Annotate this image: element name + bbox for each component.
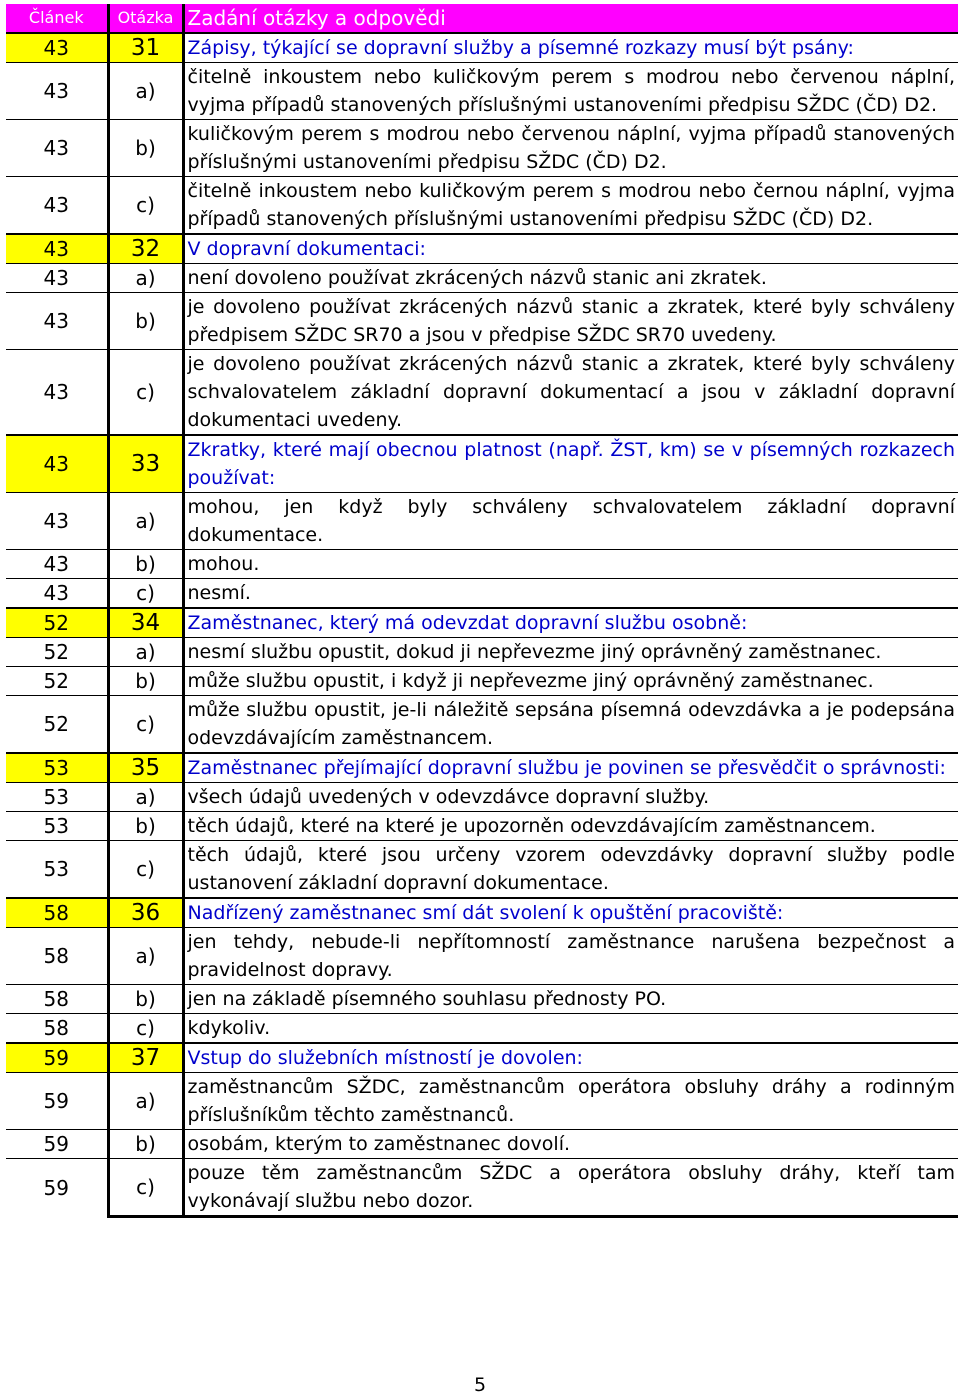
question-text: Zkratky, které mají obecnou platnost (např. ŽST, km) se v písemných rozkazech používat: <box>183 435 958 493</box>
header-otazka: Otázka <box>108 4 183 33</box>
clanek-cell: 59 <box>6 1073 108 1130</box>
clanek-cell: 58 <box>6 898 108 928</box>
question-number: 35 <box>108 753 183 783</box>
answer-text: čitelně inkoustem nebo kuličkovým perem s modrou nebo černou náplní, vyjma případů stanovených příslušnými ustanoveními předpisu SŽDC (ČD) D2. <box>183 177 958 235</box>
question-number: 32 <box>108 234 183 264</box>
answer-letter: a) <box>108 928 183 985</box>
answer-letter: c) <box>108 1014 183 1044</box>
question-text: Zaměstnanec, který má odevzdat dopravní službu osobně: <box>183 608 958 638</box>
answer-text: jen na základě písemného souhlasu přednosty PO. <box>183 985 958 1014</box>
answer-text: nesmí. <box>183 579 958 609</box>
question-row <box>6 898 958 928</box>
clanek-cell: 43 <box>6 550 108 579</box>
clanek-cell: 43 <box>6 33 108 63</box>
answer-row <box>6 177 958 235</box>
answer-row <box>6 350 958 436</box>
table-header <box>6 4 958 33</box>
answer-text: čitelně inkoustem nebo kuličkovým perem s modrou nebo červenou náplní, vyjma případů stanovených příslušnými ustanoveními předpisu SŽDC (ČD) D2. <box>183 63 958 120</box>
answer-row <box>6 1159 958 1217</box>
question-text: Zápisy, týkající se dopravní služby a písemné rozkazy musí být psány: <box>183 33 958 63</box>
clanek-cell: 43 <box>6 350 108 436</box>
answer-text: osobám, kterým to zaměstnanec dovolí. <box>183 1130 958 1159</box>
table-body <box>6 33 958 1217</box>
answer-letter: b) <box>108 293 183 350</box>
answer-text: pouze těm zaměstnancům SŽDC a operátora obsluhy dráhy, kteří tam vykonávají službu nebo dozor. <box>183 1159 958 1217</box>
question-number: 37 <box>108 1043 183 1073</box>
header-text: Zadání otázky a odpovědi <box>183 4 958 33</box>
answer-row <box>6 579 958 609</box>
answer-letter: c) <box>108 841 183 899</box>
answer-letter: b) <box>108 1130 183 1159</box>
answer-row <box>6 638 958 667</box>
answer-letter: c) <box>108 579 183 609</box>
answer-row <box>6 985 958 1014</box>
answer-row <box>6 1014 958 1044</box>
answer-text: všech údajů uvedených v odevzdávce dopravní služby. <box>183 783 958 812</box>
answer-row <box>6 667 958 696</box>
answer-row <box>6 928 958 985</box>
answer-row <box>6 841 958 899</box>
answer-letter: b) <box>108 985 183 1014</box>
answer-row <box>6 1130 958 1159</box>
question-row <box>6 435 958 493</box>
clanek-cell: 43 <box>6 435 108 493</box>
clanek-cell: 43 <box>6 493 108 550</box>
answer-text: zaměstnancům SŽDC, zaměstnancům operátora obsluhy dráhy a rodinným příslušníkům těchto zaměstnanců. <box>183 1073 958 1130</box>
answer-text: mohou, jen když byly schváleny schvalovatelem základní dopravní dokumentace. <box>183 493 958 550</box>
clanek-cell: 53 <box>6 812 108 841</box>
question-text: Nadřízený zaměstnanec smí dát svolení k opuštění pracoviště: <box>183 898 958 928</box>
answer-text: těch údajů, které na které je upozorněn odevzdávajícím zaměstnancem. <box>183 812 958 841</box>
answer-letter: a) <box>108 783 183 812</box>
clanek-cell: 43 <box>6 177 108 235</box>
clanek-cell: 52 <box>6 638 108 667</box>
answer-text: kdykoliv. <box>183 1014 958 1044</box>
question-text: Zaměstnanec přejímající dopravní službu je povinen se přesvědčit o správnosti: <box>183 753 958 783</box>
question-text: V dopravní dokumentaci: <box>183 234 958 264</box>
question-number: 31 <box>108 33 183 63</box>
answer-row <box>6 293 958 350</box>
clanek-cell: 58 <box>6 1014 108 1044</box>
question-sheet <box>6 4 958 1218</box>
answer-letter: b) <box>108 120 183 177</box>
answer-letter: a) <box>108 1073 183 1130</box>
answer-row <box>6 550 958 579</box>
question-row <box>6 753 958 783</box>
clanek-cell: 43 <box>6 120 108 177</box>
answer-row <box>6 493 958 550</box>
answer-row <box>6 1073 958 1130</box>
answer-letter: a) <box>108 638 183 667</box>
question-row <box>6 608 958 638</box>
clanek-cell: 43 <box>6 579 108 609</box>
answer-text: nesmí službu opustit, dokud ji nepřevezme jiný oprávněný zaměstnanec. <box>183 638 958 667</box>
answer-letter: c) <box>108 696 183 754</box>
question-row <box>6 33 958 63</box>
answer-text: jen tehdy, nebude-li nepřítomností zaměstnance narušena bezpečnost a pravidelnost dopravy. <box>183 928 958 985</box>
clanek-cell: 58 <box>6 928 108 985</box>
clanek-cell: 59 <box>6 1130 108 1159</box>
answer-letter: a) <box>108 493 183 550</box>
answer-text: kuličkovým perem s modrou nebo červenou náplní, vyjma případů stanovených příslušnými ustanoveními předpisu SŽDC (ČD) D2. <box>183 120 958 177</box>
clanek-cell: 43 <box>6 63 108 120</box>
clanek-cell: 58 <box>6 985 108 1014</box>
answer-text: může službu opustit, je-li náležitě sepsána písemná odevzdávka a je podepsána odevzdávajícím zaměstnancem. <box>183 696 958 754</box>
clanek-cell: 53 <box>6 753 108 783</box>
clanek-cell: 53 <box>6 841 108 899</box>
questions-table <box>6 4 958 1218</box>
clanek-cell: 43 <box>6 293 108 350</box>
answer-letter: b) <box>108 812 183 841</box>
clanek-cell: 59 <box>6 1043 108 1073</box>
answer-row <box>6 696 958 754</box>
clanek-cell: 43 <box>6 264 108 293</box>
answer-text: mohou. <box>183 550 958 579</box>
page-number: 5 <box>473 1374 487 1396</box>
answer-text: těch údajů, které jsou určeny vzorem odevzdávky dopravní služby podle ustanovení základní dopravní dokumentace. <box>183 841 958 899</box>
answer-row <box>6 63 958 120</box>
answer-letter: b) <box>108 667 183 696</box>
answer-row <box>6 264 958 293</box>
answer-row <box>6 120 958 177</box>
question-number: 33 <box>108 435 183 493</box>
answer-letter: a) <box>108 264 183 293</box>
clanek-cell: 52 <box>6 696 108 754</box>
answer-letter: c) <box>108 177 183 235</box>
answer-text: je dovoleno používat zkrácených názvů stanic a zkratek, které byly schváleny předpisem SŽDC SR70 a jsou v předpise SŽDC SR70 uvedeny. <box>183 293 958 350</box>
answer-row <box>6 783 958 812</box>
clanek-cell: 52 <box>6 667 108 696</box>
answer-letter: a) <box>108 63 183 120</box>
answer-text: je dovoleno používat zkrácených názvů stanic a zkratek, které byly schváleny schvalovatelem základní dopravní dokumentací a jsou v základní dopravní dokumentaci uvedeny. <box>183 350 958 436</box>
clanek-cell: 59 <box>6 1159 108 1217</box>
answer-text: není dovoleno používat zkrácených názvů stanic ani zkratek. <box>183 264 958 293</box>
header-clanek: Článek <box>6 4 108 33</box>
question-text: Vstup do služebních místností je dovolen: <box>183 1043 958 1073</box>
clanek-cell: 43 <box>6 234 108 264</box>
answer-row <box>6 812 958 841</box>
answer-letter: c) <box>108 1159 183 1217</box>
answer-letter: b) <box>108 550 183 579</box>
answer-text: může službu opustit, i když ji nepřevezme jiný oprávněný zaměstnanec. <box>183 667 958 696</box>
question-row <box>6 1043 958 1073</box>
question-number: 34 <box>108 608 183 638</box>
clanek-cell: 52 <box>6 608 108 638</box>
clanek-cell: 53 <box>6 783 108 812</box>
question-number: 36 <box>108 898 183 928</box>
answer-letter: c) <box>108 350 183 436</box>
question-row <box>6 234 958 264</box>
